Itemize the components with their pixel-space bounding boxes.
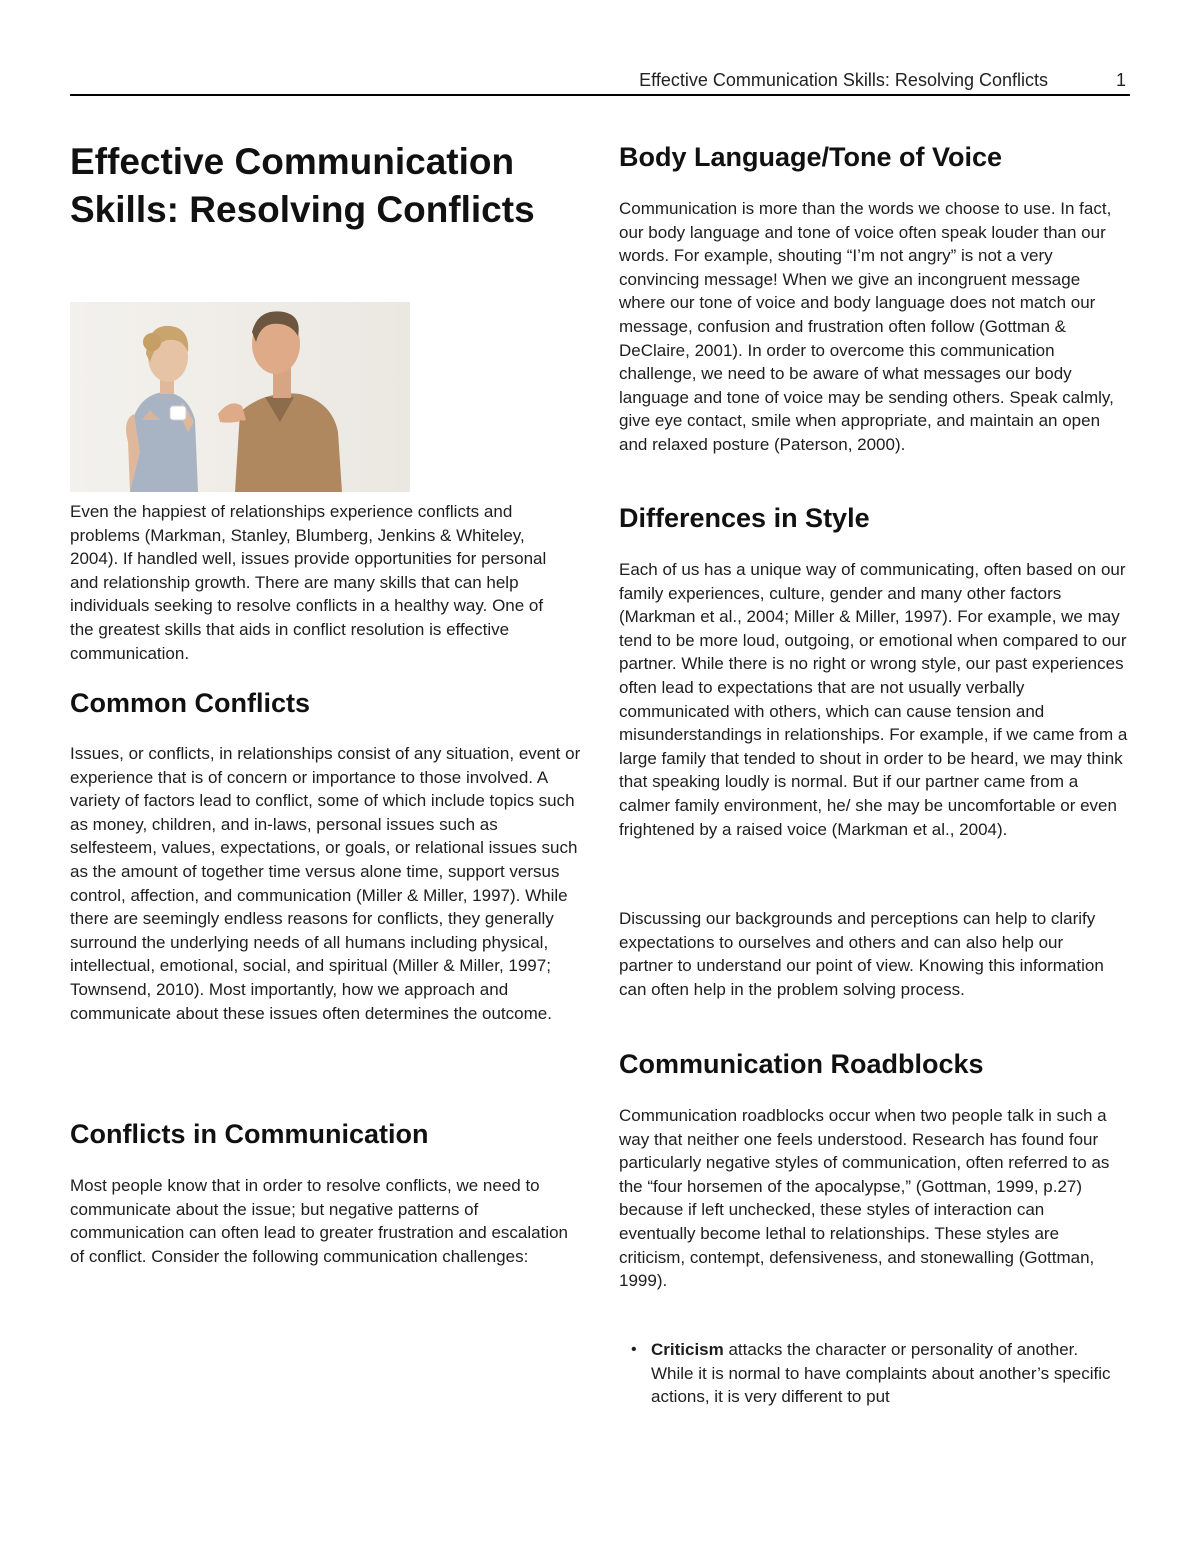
heading-body-language: Body Language/Tone of Voice [619,142,1003,172]
heading-common-conflicts: Common Conflicts [70,688,310,718]
common-conflicts-text: Issues, or conflicts, in relationships consist of any situation, event or experience that is of concern or importance to those involved. A variety of factors lead to conflict, some of which include topics such as money, children, and in-laws, personal issues such as selfesteem, values, expectations, or goals, or relational issues such as the amount of together time versus alone time, support versus control, affection, and communication (Miller & Miller, 1997). While there are seemingly endless reasons for conflicts, they generally surround the underlying needs of all humans including physical, intellectual, emotional, social, and spiritual (Miller & Miller, 1997; Townsend, 2010). Most importantly, how we approach and communicate about these issues often determines the outcome. [70,744,581,1023]
bullet-marker: • [631,1341,637,1358]
body-language-text: Communication is more than the words we choose to use. In fact, our body language and tone of voice often speak louder than our words. For example, shouting “I’m not angry” is not a very convincing message! When we give an incongruent message where our tone of voice and body language does not match our message, confusion and frustration often follow (Gottman & DeClaire, 2001). In order to overcome this communication challenge, we need to be aware of what messages our body language and tone of voice may be sending others. Speak calmly, give eye contact, smile when appropriate, and maintain an open and relaxed posture (Paterson, 2000). [619,199,1114,454]
roadblocks-text: Communication roadblocks occur when two people talk in such a way that neither one feels understood. Research has found four particularly negative styles of communication, often referred to as the “four horsemen of the apocalypse,” (Gottman, 1999, p.27) because if left unchecked, these styles of interaction can eventually become lethal to relationships. These styles are criticism, contempt, defensiveness, and stonewalling (Gottman, 1999). [619,1106,1110,1291]
page-number: 1 [1115,70,1126,90]
heading-differences-in-style: Differences in Style [619,503,870,533]
conflict-photo [70,302,410,492]
differences-text-2: Discussing our backgrounds and perceptions can help to clarify expectations to ourselves and others and can also help our partner to understand our point of view. Knowing this information can often help in the problem solving process. [619,909,1104,999]
conflicts-in-communication-text: Most people know that in order to resolve conflicts, we need to communicate about the issue; but negative patterns of communication can often lead to greater frustration and escalation of conflict. Consider the following communication challenges: [70,1176,569,1266]
running-title: Effective Communication Skills: Resolving Conflicts [639,70,1048,90]
differences-text-1: Each of us has a unique way of communicating, often based on our family experiences, culture, gender and many other factors (Markman et al., 2004; Miller & Miller, 1997). For example, we may tend to be more loud, outgoing, or emotional when compared to our partner. While there is no right or wrong style, our past experiences often lead to expectations that are not usually verbally communicated with others, which can cause tension and misunderstandings in relationships. For example, if we came from a large family that tended to shout in order to be heard, we may think that speaking loudly is normal. But if our partner came from a calmer family environment, he/ she may be uncomfortable or even frightened by a raised voice (Markman et al., 2004). [619,560,1128,839]
running-header [70,68,1130,96]
document-title: Effective Communication Skills: Resolving Conflicts [70,141,535,230]
heading-communication-roadblocks: Communication Roadblocks [619,1049,984,1079]
bullet-criticism-text [651,1338,1116,1409]
bullet-body: attacks the character or personality of another. While it is normal to have complaints about another’s specific actions, it is very different to put [651,1340,1111,1407]
heading-conflicts-in-communication: Conflicts in Communication [70,1119,429,1149]
intro-paragraph: Even the happiest of relationships experience conflicts and problems (Markman, Stanley, Blumberg, Jenkins & Whiteley, 2004). If handled well, issues provide opportunities for personal and relationship growth. There are many skills that can help individuals seeking to resolve conflicts in a healthy way. One of the greatest skills that aids in conflict resolution is effective communication. [70,502,547,663]
couple-arguing-image [70,302,410,492]
bullet-term: Criticism [651,1340,724,1359]
